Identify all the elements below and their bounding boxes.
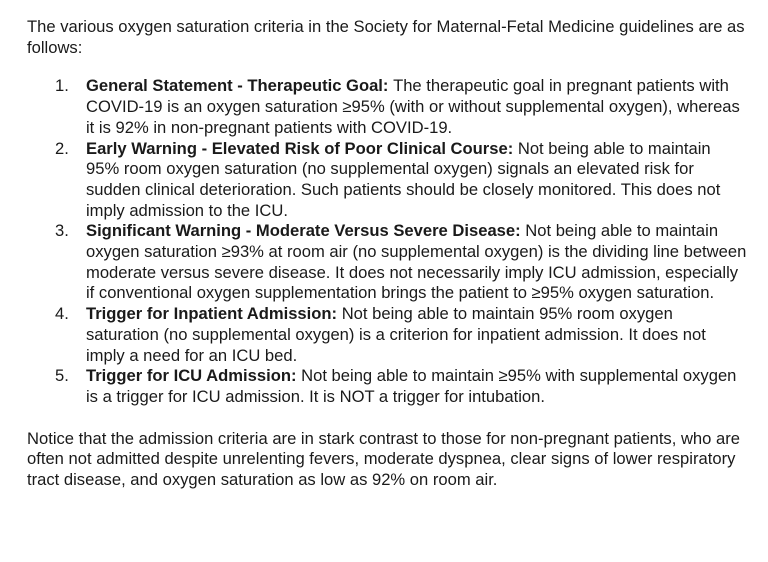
item-heading: Significant Warning - Moderate Versus Severe Disease: [86,221,526,241]
criteria-item-early-warning [27,139,748,222]
intro-paragraph: The various oxygen saturation criteria in the Society for Maternal-Fetal Medicine guidelines are as follows: [27,17,745,57]
item-heading: General Statement - Therapeutic Goal: [86,76,394,96]
item-text: Not being able to maintain 95% room oxygen saturation (no supplemental oxygen) signals an elevated risk for sudden clinical deterioration. Such patients should be closely monitored. This does not imply admission to the ICU. [86,138,721,220]
criteria-item-significant-warning [27,221,748,304]
item-heading: Trigger for ICU Admission: [86,366,302,386]
item-number: 4. [55,304,69,324]
item-heading: Early Warning - Elevated Risk of Poor Clinical Course: [86,138,518,158]
item-text: The therapeutic goal in pregnant patients with COVID-19 is an oxygen saturation ≥95% (with or without supplemental oxygen), whereas it is 92% in non-pregnant patients with COVID-19. [86,76,740,137]
item-heading: Trigger for Inpatient Admission: [86,304,342,324]
criteria-list [27,76,748,407]
closing-paragraph: Notice that the admission criteria are in stark contrast to those for non-pregnant patients, who are often not admitted despite unrelenting fevers, moderate dyspnea, clear signs of lower respiratory tract disease, and oxygen saturation as low as 92% on room air. [27,428,740,490]
item-text: Not being able to maintain ≥95% with supplemental oxygen is a trigger for ICU admission. It is NOT a trigger for intubation. [86,366,737,406]
criteria-item-therapeutic-goal [27,76,748,138]
item-number: 5. [55,366,69,386]
criteria-item-inpatient-admission [27,304,748,366]
item-number: 3. [55,221,69,241]
item-text: Not being able to maintain 95% room oxygen saturation (no supplemental oxygen) is a criterion for inpatient admission. It does not imply a need for an ICU bed. [86,304,706,365]
item-number: 1. [55,76,69,96]
item-text: Not being able to maintain oxygen saturation ≥93% at room air (no supplemental oxygen) is the dividing line between moderate versus severe disease. It does not necessarily imply ICU admission, especially if conventional oxygen supplementation brings the patient to ≥95% oxygen saturation. [86,221,747,303]
item-number: 2. [55,138,69,158]
criteria-item-icu-admission [27,366,748,407]
